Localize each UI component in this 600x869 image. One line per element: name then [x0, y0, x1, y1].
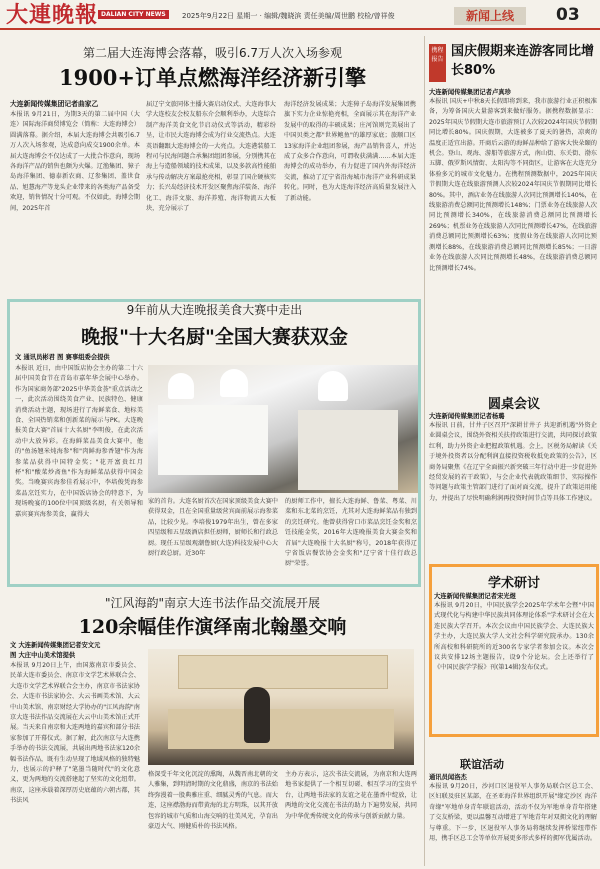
- story2-title: 晚报"十大名厨"全国大赛获双金: [81, 326, 348, 348]
- story1-title: 1900+订单点燃海洋经济新引擎: [58, 65, 367, 90]
- chef-uniform-2: [298, 410, 398, 490]
- story3-col2: 格深受千年文化沉淀的熏陶，从魏晋南北朝的文人雅集，到明清时期的文化鼎盛，南京的书法始终弥漫着一股典雅庄重、细腻灵秀的气息。而大连，这座襟渤海而带黄海的北方明珠，以其开放包容的城市气质和山海交响的壮美风光，孕育出豪迈大气、刚健质朴的书法风格。: [148, 771, 278, 831]
- chef-photo: [148, 365, 418, 493]
- chef-hat-3: [318, 371, 348, 401]
- brief1-title: 国庆假期来连游客同比增长80%: [451, 44, 595, 78]
- column-divider: [424, 36, 425, 866]
- story3-col3: 主办方表示，这次书法交流展，为南京和大连两地书家提供了一个相互切磋、相互学习的宝贵平台，让两地书法家的友谊之花在墨香中绽放，让两地的文化交流在书法的助力下遍势发展，共同为中华优秀传统文化的传承与创新贡献力量。: [285, 771, 417, 820]
- story2-col1: 本报讯 近日，由中国饭店协会主办的第二十六届中国美食节在青岛市嘉年华会展中心举办。作为国家商务部"2025中华美食荟"重点活动之一，此次活动围绕美食产业、民族特色、健康消费活动主题，现场进行了海鲜菜食、地标美食、全国热销菜和创新菜的展示与PK。大连晚报美食大赛"首届十大名厨"李明俊，在此次活动中大放异彩。在海鲜菜品美食大赛中，他的"鱼汤翘米炖海参"和"肉鲜海参香翅"作为海参菜品获得中国特金奖；"花开富贵红月杯"和"酸菜炒斋鱼"作为海鲜菜品获得中国金奖。当晚赛宾海参佳肴展示中，李培俊凭海参菜品烹饪实力，在中国饭店协会的特意下，为现场晚宴的100位中国顶级名厨，有关领导和嘉宾赛宾海参美食，赢得大: [15, 365, 143, 518]
- writing-table: [168, 709, 394, 749]
- story2-subtitle: 9年前从大连晚报美食大赛中走出: [126, 303, 303, 317]
- calligraphy-photo: [148, 649, 414, 765]
- story3-subtitle: "江风海韵"南京大连书法作品交流展开展: [104, 596, 321, 610]
- brief1-body: 本报讯 国庆+中秋8天长假即将到来，我市旅游行业正积极准备，为筹备国庆大量游客到来做好服务。据携程数据显示：2025年国庆节假期大连市旅游预订人次较2024年国庆节假期同比增长80%。国庆假期，大连被多了夏天的暑热，凉爽的温度正适宜出游。开商后云游的海鲜品种给了游客大快朵颐的机会。登山、观海、游船等旅游方式，南山街、东关街、渤东五脚、俄罗斯风情街、太阳沟等不同街区，让游客在大连充分体验多元的城市文化魅力。在携程预测数据中，2025年国庆节假期大连在线旅游预测人次较2024年国庆节假期同比增长80%。其中，酒店业务在线旅游人次同比预测增长140%，在线旅游消费总额同比预测增长148%；门票业务在线旅游人次同比预测增长340%，在线旅游消费总额同比预测增长269%；机票业务在线旅游人次同比预测增长47%，在线旅游消费总额同比预测增长63%；度假业务在线旅游人次同比预测增长88%，在线旅游消费总额同比预测增长85%；一日游业务在线旅游人次同比预测增长48%，在线旅游消费总额同比预测增长74%。: [429, 98, 597, 272]
- brief4-title: 联谊活动: [460, 758, 504, 771]
- brief4-byline: 通讯员闻洛杰: [429, 774, 467, 781]
- story3-byline: 文 大连新闻传媒集团记者安文元: [10, 642, 101, 649]
- chef-uniform: [158, 405, 268, 475]
- calligrapher: [244, 687, 270, 743]
- brief4-body: 本报讯 9月20日，沙河口区退役军人事务局联合区总工会、区妇联及驻区某部，在圣亚海洋世界组织开展"缘定沙区 海洋奇缘"军地单身青年联谊活动，活动不仅为军地单身青年搭建了交友桥梁，更以温馨互动增进了军地青年对双拥文化的理解与尊重。下一步，区退役军人事务局将继续发挥桥梁纽带作用，携手区总工会等单位开展更多形式多样的拥军优属活动。: [429, 783, 597, 843]
- brief1-byline: 大连新闻传媒集团记者卢真珍: [429, 89, 511, 96]
- brief2-body: 本报讯 日前，甘井子区召开"深耕甘井子 共迎新机遇"外资企业圆桌会议，围绕外资相关扶持政策进行交流，共同探讨政策红利，助力外资企业把握政策机遇。会上，区税务局解读《关于境外投资者以分配利润直接投资税收抵免政策的公告》，区商务局聚焦《在辽宁全面振兴新突破三年行动中进一步促进外经贸发展的若干政策》，与会企业代表就政策细节、实际操作等问题与政策主管部门进行了面对面交流，提升了政策运用能力，并提出了尽快明确利润再投资时间节点等具体工作建议。: [429, 422, 597, 502]
- brief2-title: 圆桌会议: [487, 397, 540, 412]
- logo-badge: DALIAN CITY NEWS: [98, 10, 169, 19]
- brief3-title: 学术研讨: [487, 576, 540, 591]
- story3-col1: 本报讯 9月20日上午，由国蒸南京市委员会、民革大连市委员会、南京市文学艺术界联合会、大连市文学艺术界联合会主办，南京市书法家协会、大连市书法家协会、大云书画美术馆、大云中山美术馆、南京财经大学协办的"江风海韵"南京大连书法作品交流展在大云中山美术馆正式开展。当天来自南京和大连两地的嘉宾和部分书法家参加了开幕仪式。据了解，此次南京与大连携手举办的书法交流展，共展出两地书法家120余幅书法作品，既有生动呈现了地域风格的独特魅力，也展示的沪释了"笔墨当随时代"的文化意义，更为两地的交流搭建起了坚实的文化纽带。南京，这座承载着深厚历史底蕴的六朝古都，其书法风: [10, 662, 140, 805]
- story1-col3: 海洋经济发展成果；大连獐子岛海洋发展集团携旗下实力企业惊艳亮相，全面展示其在海洋产业发展中的取得的丰硕成果；庄河馆则完美展出了中国贝类之都"世界鲍鱼"的雄厚家底；旅顺口区13家海洋企业组团参展，海产品销售喜人，并达成了众多合作意向，可谓收获满满……本届大连海博会的成功举办，有力促进了国内外海洋经济交流，推动了辽宁省沿海城市海洋产业科研成果转化。同时，也为大连海洋经济高质量发展注入了新动能。: [284, 101, 416, 202]
- story2-byline: 文 通讯员彬君 图 赛事组委会提供: [15, 354, 110, 361]
- section-tag: 新闻上线: [454, 7, 526, 25]
- story1-byline: 大连新闻传媒集团记者曲家乙: [10, 100, 99, 108]
- story1-col2: 届辽宁文旅同体主播大赛启动仪式、大连海事大学大连校友会校友船东介会顺利举办，大连综合制产海洋美食文化节启动仪式等活动，精彩纷呈，让市民大连海博会成为行业交流热点。大连英语翻跟大连海博会的一大亮点。大连港装船工程司与民海问题合承集团组团参展，分别携其在海上与造船领域的技术成果，以及多款高性能舶承与传动解决方案最抢亮相，彰显了国企硬核实力；长兴岛经济技术开发区聚焦海洋装备、海洋化工、海洋文旅、海洋养殖、海洋物流五大板块，充分展示了: [146, 101, 276, 213]
- story1-col1: 本报讯 9月21日，为期3天的第二届中国（大连）国际海洋商贸博览会（简称：大连海博会）圆满落幕。据介绍，本届大连海博会共吸引6.7万人次入场参观，达成意向成交1900余单。本届大连海博会不仅达成了一大批合作意向，现场各海洋产品的销售也颇为火爆。辽渔集团、獐子岛海洋集团、德泰新农商、辽参集团、盖世食品、旭慧海产等龙头企业带来的各类海产品备受欢迎，销售情况十分可观。不仅如此，海博会期间，2025年首: [10, 111, 140, 212]
- story2-col2: 家的首肯。大连名厨首次在国家顶级美食大赛中获得双金，且在全国重量级营宾面前展示海参菜品，比较少见。李培俊1979年出生，曾在多家四星级和五星级酒店担任厨师，厨师长和行政总厨。现任五星级观潮鲁厨(大连)科技发展中心大厨行政总厨。近30年: [148, 498, 278, 558]
- brief2-byline: 大连新闻传媒集团记者杨璐: [429, 413, 505, 420]
- source-tag: 携程 报告: [429, 44, 446, 82]
- newspaper-logo: 大連晚報: [6, 2, 99, 28]
- issue-meta: 2025年9月22日 星期一 · 编辑/魏晓滨 责任美编/周世鹏 校检/曾祥俊: [182, 12, 395, 20]
- brief3-byline: 大连新闻传媒集团记者宋光煜: [434, 593, 516, 600]
- calligraphy-scroll: [178, 655, 388, 689]
- chef-hat-1: [168, 373, 194, 399]
- story1-subtitle: 第二届大连海博会落幕，吸引6.7万人次入场参观: [82, 46, 343, 60]
- brief3-body: 本报讯 9月20日，中国民族学会2025年学术年会暨"中国式现代化与构建中华民族共同体理论体系"学术研讨会在大连民族大学召开。本次会议由中国民族学会、大连民族大学主办，大连民族大学人文社会科学研究院承办。130余所高校和科研院所的近300名专家学者参加会议。本次会议共安排12场主题报告，设9个分论坛。会上还举行了《中国民族学学报》刊(第14辑)发布仪式。: [434, 602, 594, 672]
- story3-title: 120余幅佳作演绎南北翰墨交响: [78, 616, 347, 638]
- page-number: 03: [556, 5, 580, 25]
- chef-hat-2: [220, 369, 248, 397]
- story3-photo-credit: 图 大庄中山美术馆提供: [10, 652, 76, 659]
- story2-col3: 的厨师工作中，擅长大连海鲜、鲁菜、粤菜、川菜和东北菜的烹饪，尤其对大连海鲜菜品有独到的烹饪研究。他曾获得营口市菜品烹饪金奖和烹饪技能金奖，2016年大连晚报美食大赛金奖和首届"大连晚报十大名厨"称号，2018年获得辽宁省饭店餐饮协会金奖和"辽宁省十佳行政总厨"荣誉。: [285, 498, 417, 568]
